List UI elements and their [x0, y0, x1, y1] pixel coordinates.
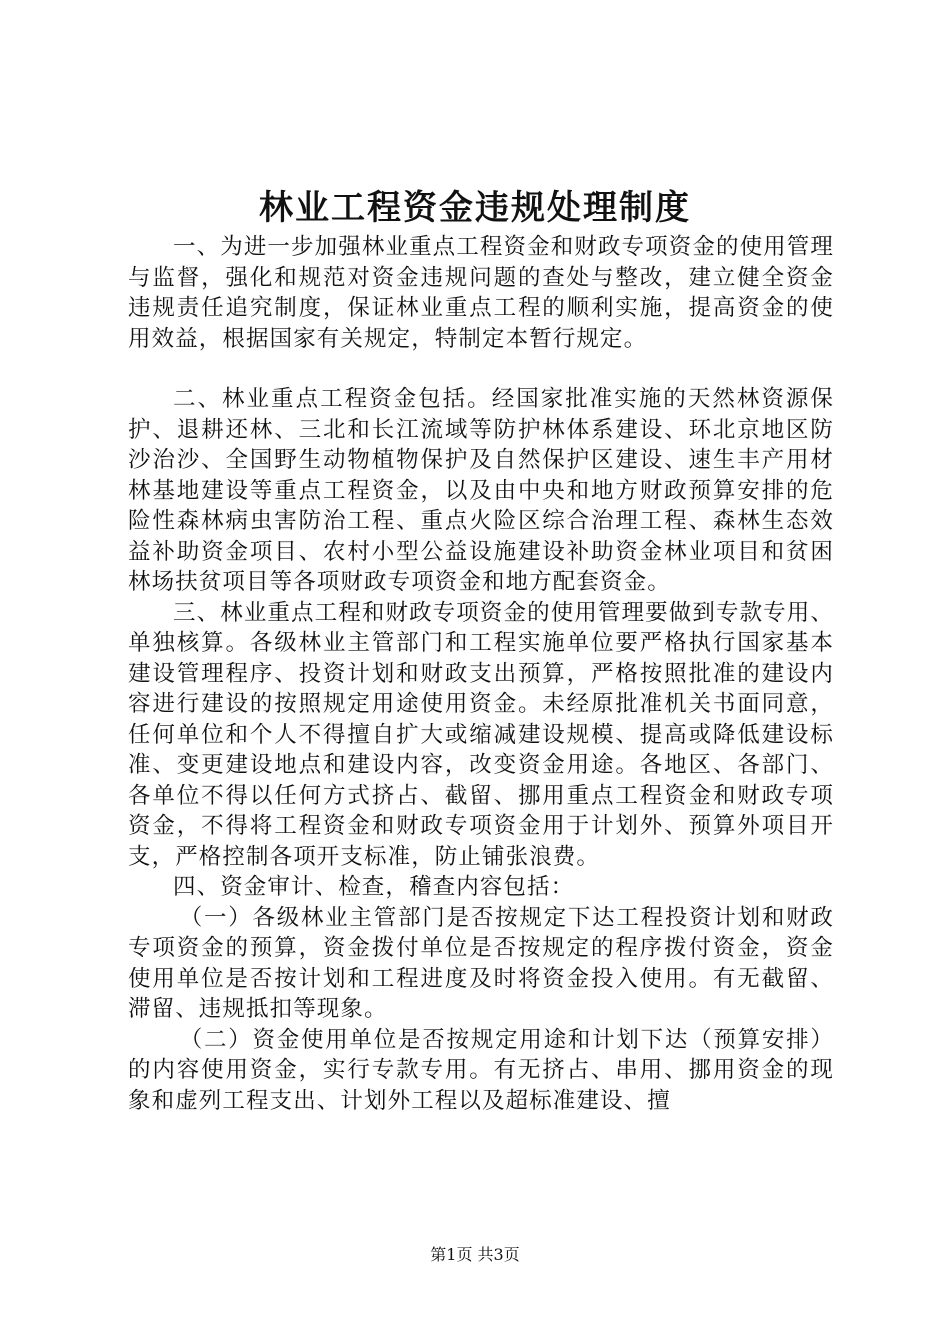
paragraph-3: 三、林业重点工程和财政专项资金的使用管理要做到专款专用、单独核算。各级林业主管部门和工程实施单位要严格执行国家基本建设管理程序、投资计划和财政支出预算，严格按照批准的建设内容进行建设的按照规定用途使用资金。未经原批准机关书面同意，任何单位和个人不得擅自扩大或缩减建设规模、提高或降低建设标准、变更建设地点和建设内容，改变资金用途。各地区、各部门、各单位不得以任何方式挤占、截留、挪用重点工程资金和财政专项资金，不得将工程资金和财政专项资金用于计划外、预算外项目开支，严格控制各项开支标准，防止铺张浪费。 — [128, 599, 834, 870]
page-number-footer: 第1页 共3页 — [430, 1245, 520, 1264]
paragraph-4-2: （二）资金使用单位是否按规定用途和计划下达（预算安排）的内容使用资金，实行专款专用。有无挤占、串用、挪用资金的现象和虚列工程支出、计划外工程以及超标准建设、擅 — [128, 1026, 834, 1114]
document-title: 林业工程资金违规处理制度 — [259, 188, 691, 228]
paragraph-4: 四、资金审计、检查，稽查内容包括： — [173, 874, 575, 900]
document-body — [128, 232, 834, 1116]
paragraph-2: 二、林业重点工程资金包括。经国家批准实施的天然林资源保护、退耕还林、三北和长江流域等防护林体系建设、环北京地区防沙治沙、全国野生动物植物保护及自然保护区建设、速生丰产用材林基地建设等重点工程资金，以及由中央和地方财政预算安排的危险性森林病虫害防治工程、重点火险区综合治理工程、森林生态效益补助资金项目、农村小型公益设施建设补助资金林业项目和贫困林场扶贫项目等各项财政专项资金和地方配套资金。 — [128, 386, 834, 595]
paragraph-4-1: （一）各级林业主管部门是否按规定下达工程投资计划和财政专项资金的预算，资金拨付单位是否按规定的程序拨付资金，资金使用单位是否按计划和工程进度及时将资金投入使用。有无截留、滞留、违规抵扣等现象。 — [128, 904, 834, 1022]
paragraph-1: 一、为进一步加强林业重点工程资金和财政专项资金的使用管理与监督，强化和规范对资金违规问题的查处与整改，建立健全资金违规责任追究制度，保证林业重点工程的顺利实施，提高资金的使用效益，根据国家有关规定，特制定本暂行规定。 — [128, 234, 834, 352]
